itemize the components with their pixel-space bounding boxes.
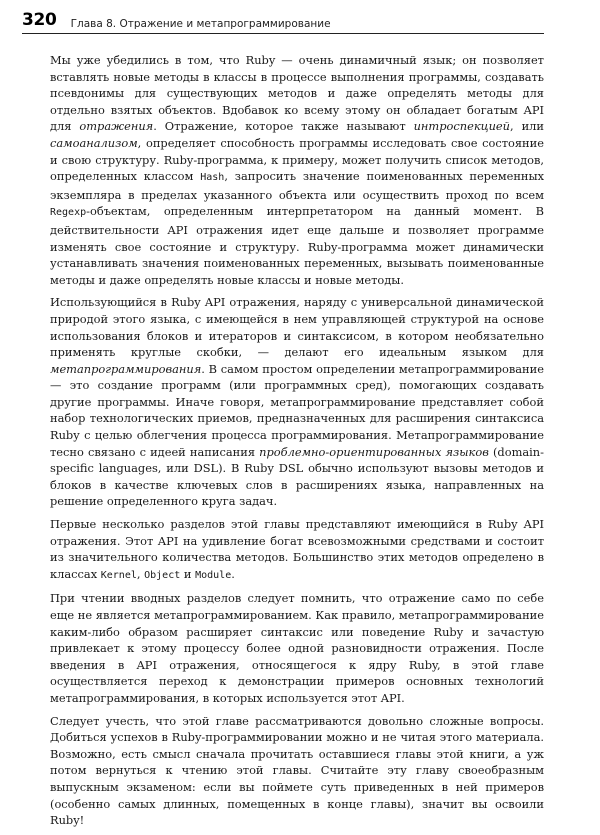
body-text	[50, 52, 544, 835]
paragraph-3	[50, 516, 544, 584]
text-run: . Отражение, которое также называют	[153, 119, 414, 134]
text-run: -объектам, определенным интерпретатором на данный момент. В действительности API отражения идет еще дальше и позволяет программе изменять свое состояние и структуру. Ruby-программа может динамически устанавливать значения поименованных переменных, вызывать поименованные методы и даже определять новые классы и новые методы.	[50, 204, 544, 287]
running-head	[22, 8, 544, 34]
page-number: 320	[22, 10, 57, 30]
term-dsl: проблемно-ориентированных языков	[259, 444, 489, 459]
text-run: . В самом простом определении метапрограммирование — это создание программ (или программных сред), помогающих создавать другие программы. Иначе говоря, метапрограммирование представляет собой набор технологических приемов, предназначенных для расширения синтаксиса Ruby с целью облегчения процесса программирования. Метапрограммирование тесно связано с идеей написания	[50, 361, 544, 459]
term-introspection: интроспекцией	[413, 119, 510, 134]
text-run: ,	[136, 566, 145, 581]
text-run: .	[231, 566, 235, 581]
term-reflection: отражения	[79, 119, 154, 134]
term-metaprogramming: метапрограммирования	[50, 361, 202, 376]
text-run: Использующийся в Ruby API отражения, наряду с универсальной динамической природой этого языка, с имеющейся в нем управляющей структурой на основе использования блоков и итераторов и синтаксисом, в котором необязательно применять круглые скобки, — делают его идеальным языком для	[50, 295, 544, 360]
text-run: Первые несколько разделов этой главы представляют имеющийся в Ruby API отражения. Этот API на удивление богат всевозможными средствами и состоит из значительного количества методов. Большинство этих методов определено в классах	[50, 517, 544, 581]
code-kernel: Kernel	[100, 569, 137, 581]
text-run: , или	[510, 119, 544, 134]
paragraph-4: При чтении вводных разделов следует помнить, что отражение само по себе еще не является метапрограммированием. Как правило, метапрограммирование каким-либо образом расширяет синтаксис или поведение Ruby и зачастую привлекает к этому процессу более одной разновидности отражения. После введения в API отражения, относящегося к ядру Ruby, в этой главе осуществляется переход к демонстрации примеров основных технологий метапрограммирования, в которых используется этот API.	[50, 591, 544, 705]
term-self-analysis: самоанализом	[50, 135, 138, 150]
text-run: (domain-specific languages, или DSL). В Ruby DSL обычно используют вызовы методов и блоков в качестве ключевых слов в расширениях языка, направленных на решение определенного круга задач.	[50, 444, 544, 509]
code-regexp: Regexp	[50, 207, 87, 219]
code-hash: Hash	[200, 172, 225, 184]
text-run: и	[180, 566, 196, 581]
text-run: , определяет способность программы исследовать свое состояние и свою структуру. Ruby-программа, к примеру, может получить список методов, определенных классом	[50, 135, 544, 184]
code-object: Object	[144, 569, 181, 581]
code-module: Module	[195, 569, 232, 581]
text-run: Мы уже убедились в том, что Ruby — очень динамичный язык; он позволяет вставлять новые методы в классы в процессе выполнения программы, создавать псевдонимы для существующих методов и даже определять методы для отдельно взятых объектов. Вдобавок ко всему этому он обладает богатым API для	[50, 53, 544, 134]
paragraph-5: Следует учесть, что этой главе рассматриваются довольно сложные вопросы. Добиться успехов в Ruby-программировании можно и не читая этого материала. Возможно, есть смысл сначала прочитать оставшиеся главы этой книги, а уж потом вернуться к чтению этой главы. Считайте эту главу своеобразным выпускным экзаменом: если вы поймете суть приведенных в ней примеров (особенно самых длинных, помещенных в конце главы), значит вы освоили Ruby!	[50, 713, 544, 828]
paragraph-1	[50, 52, 544, 288]
paragraph-2	[50, 294, 544, 510]
text-run: , запросить значение поименованных переменных экземпляра в пределах указанного объекта или осуществить проход по всем	[50, 169, 544, 202]
chapter-title: Глава 8. Отражение и метапрограммирование	[70, 18, 331, 30]
